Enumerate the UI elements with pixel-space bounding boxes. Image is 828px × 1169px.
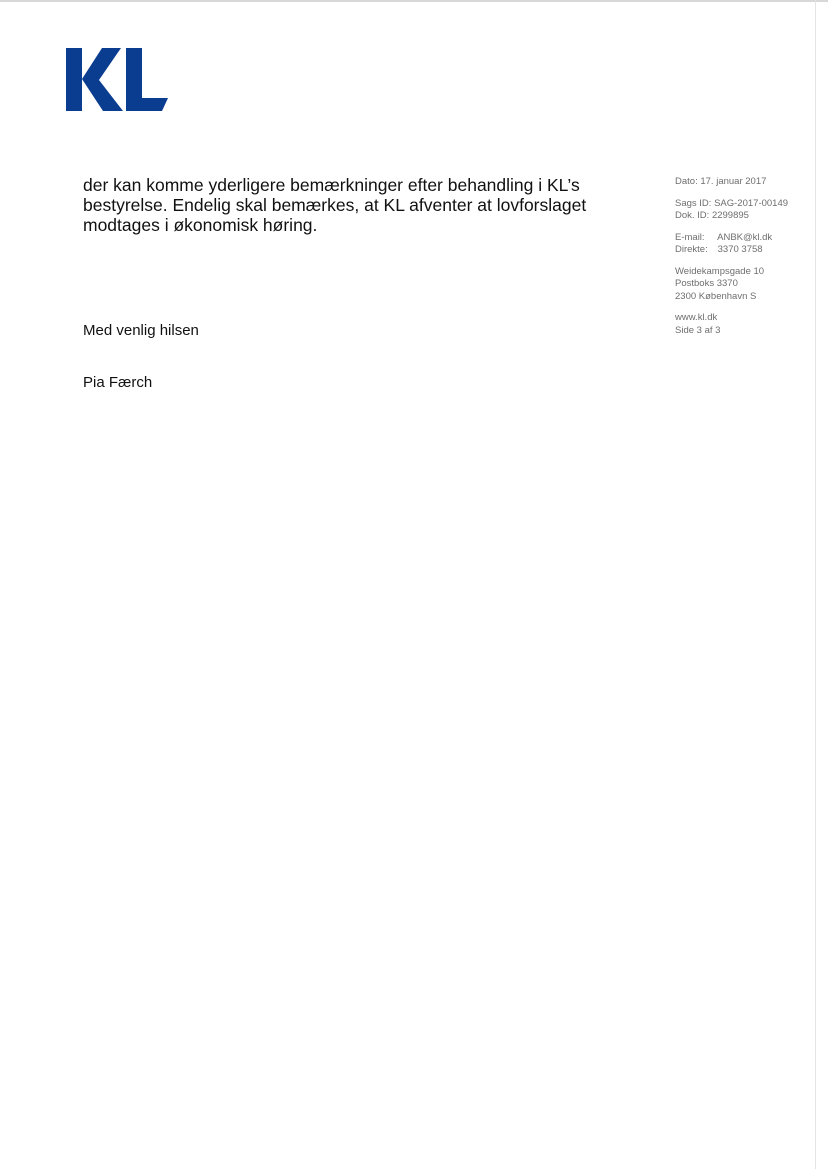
website-link[interactable]: www.kl.dk xyxy=(675,312,718,323)
sags-id-label: Sags ID: xyxy=(675,197,712,209)
email-value[interactable]: ANBK@kl.dk xyxy=(717,231,773,243)
body-line: bestyrelse. Endelig skal bemærkes, at KL afventer at lovforslaget xyxy=(83,195,587,215)
dok-id-line xyxy=(675,210,815,223)
web-page-group xyxy=(675,312,815,337)
body-line: der kan komme yderligere bemærkninger efter behandling i KL’s xyxy=(83,175,580,195)
kl-logo xyxy=(66,48,168,112)
direkte-line xyxy=(675,244,815,257)
page-top-edge xyxy=(0,0,828,2)
closing-phrase: Med venlig hilsen xyxy=(83,322,199,339)
date-value: 17. januar 2017 xyxy=(700,176,767,187)
sags-id-value: SAG-2017-00149 xyxy=(714,197,789,209)
email-label: E-mail: xyxy=(675,231,705,243)
dok-id-label: Dok. ID: xyxy=(675,210,710,221)
dok-id-value: 2299895 xyxy=(711,210,749,221)
date-label: Dato: xyxy=(675,176,698,187)
address-group xyxy=(675,266,815,304)
page-right-edge xyxy=(815,0,816,1169)
id-group xyxy=(675,198,815,223)
kl-logo-mark xyxy=(66,48,168,112)
sender-info-sidebar xyxy=(675,176,815,346)
address-line: Weidekampsgade 10 xyxy=(675,265,765,277)
direkte-value: 3370 3758 xyxy=(717,244,763,255)
address-line: 2300 København S xyxy=(675,290,757,302)
body-line: modtages i økonomisk høring. xyxy=(83,215,318,235)
contact-group xyxy=(675,232,815,257)
date-group xyxy=(675,176,815,189)
letter-body xyxy=(83,175,603,235)
date-line xyxy=(675,176,815,189)
page-number: Side 3 af 3 xyxy=(675,324,721,336)
direkte-label: Direkte: xyxy=(675,244,708,255)
signature-name: Pia Færch xyxy=(83,374,153,391)
email-line xyxy=(675,232,815,245)
address-line: Postboks 3370 xyxy=(675,278,738,289)
sags-id-line xyxy=(675,198,815,211)
